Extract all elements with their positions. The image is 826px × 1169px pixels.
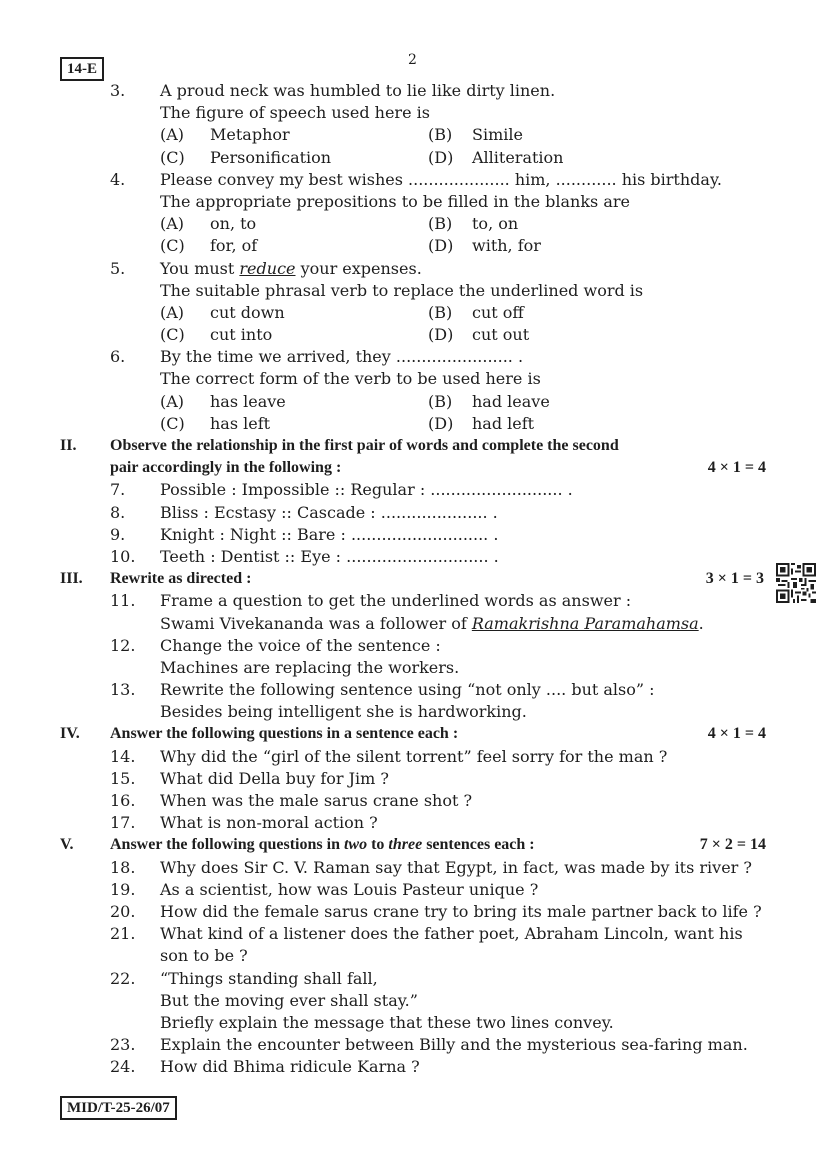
question-22-prompt: Briefly explain the message that these two lines convey. bbox=[160, 1012, 614, 1032]
question-4: 4. Please convey my best wishes .................... him, ............ his birthday. bbox=[110, 169, 722, 189]
paper-code-top: 14-E bbox=[60, 57, 104, 81]
options-row: (A) Metaphor (B) Simile bbox=[160, 125, 523, 145]
question-20: 20. How did the female sarus crane try to bring its male partner back to life ? bbox=[110, 901, 762, 921]
options-row: (C) Personification (D) Alliteration bbox=[160, 147, 564, 167]
question-17: 17. What is non-moral action ? bbox=[110, 813, 378, 833]
section-3-heading: III. Rewrite as directed : 3 × 1 = 3 bbox=[0, 568, 826, 590]
question-22: 22. “Things standing shall fall, bbox=[110, 968, 378, 988]
question-5-prompt: The suitable phrasal verb to replace the underlined word is bbox=[160, 280, 644, 300]
question-11-sentence: Swami Vivekananda was a follower of Ramakrishna Paramahamsa. bbox=[160, 613, 704, 633]
question-13-sentence: Besides being intelligent she is hardworking. bbox=[160, 702, 527, 722]
section-marks: 4 × 1 = 4 bbox=[707, 459, 766, 477]
section-2-heading: II. Observe the relationship in the first pair of words and complete the second bbox=[60, 437, 619, 454]
section-2-heading-cont: pair accordingly in the following : 4 × 1 = 4 bbox=[0, 457, 826, 479]
question-18: 18. Why does Sir C. V. Raman say that Egypt, in fact, was made by its river ? bbox=[110, 857, 752, 877]
question-15: 15. What did Della buy for Jim ? bbox=[110, 768, 389, 788]
question-9: 9. Knight : Night :: Bare : ........................... . bbox=[110, 524, 499, 544]
section-5-heading: V. Answer the following questions in two to three sentences each : 7 × 2 = 14 bbox=[0, 834, 826, 856]
paper-code-bottom: MID/T-25-26/07 bbox=[60, 1096, 177, 1120]
options-row: (C) cut into (D) cut out bbox=[160, 325, 530, 345]
question-5: 5. You must reduce your expenses. bbox=[110, 258, 422, 278]
question-3-prompt: The figure of speech used here is bbox=[160, 103, 430, 123]
question-8: 8. Bliss : Ecstasy :: Cascade : ..................... . bbox=[110, 502, 498, 522]
question-12: 12. Change the voice of the sentence : bbox=[110, 635, 441, 655]
question-7: 7. Possible : Impossible :: Regular : .......................... . bbox=[110, 480, 573, 500]
question-12-sentence: Machines are replacing the workers. bbox=[160, 657, 460, 677]
underlined-word: reduce bbox=[239, 258, 296, 278]
section-4-heading: IV. Answer the following questions in a sentence each : 4 × 1 = 4 bbox=[0, 723, 826, 745]
options-row: (A) has leave (B) had leave bbox=[160, 391, 550, 411]
underlined-words: Ramakrishna Paramahamsa bbox=[471, 613, 699, 633]
options-row: (C) for, of (D) with, for bbox=[160, 236, 541, 256]
section-marks: 7 × 2 = 14 bbox=[699, 836, 766, 854]
question-3: 3. A proud neck was humbled to lie like dirty linen. bbox=[110, 81, 556, 100]
question-16: 16. When was the male sarus crane shot ? bbox=[110, 791, 473, 810]
question-13: 13. Rewrite the following sentence using “not only .... but also” : bbox=[110, 680, 655, 700]
section-marks: 3 × 1 = 3 bbox=[705, 570, 764, 588]
exam-content bbox=[0, 80, 826, 1078]
question-14: 14. Why did the “girl of the silent torrent” feel sorry for the man ? bbox=[110, 746, 668, 766]
question-6-prompt: The correct form of the verb to be used here is bbox=[160, 369, 541, 389]
options-row: (C) has left (D) had left bbox=[160, 413, 535, 433]
section-marks: 4 × 1 = 4 bbox=[707, 725, 766, 743]
question-10: 10. Teeth : Dentist :: Eye : ............................ . bbox=[110, 546, 499, 566]
question-24: 24. How did Bhima ridicule Karna ? bbox=[110, 1057, 420, 1077]
page-number: 2 bbox=[408, 52, 417, 68]
options-row: (A) on, to (B) to, on bbox=[160, 214, 519, 234]
question-23: 23. Explain the encounter between Billy and the mysterious sea-faring man. bbox=[110, 1035, 748, 1055]
options-row: (A) cut down (B) cut off bbox=[160, 302, 524, 322]
question-4-prompt: The appropriate prepositions to be filled in the blanks are bbox=[160, 191, 631, 211]
question-22-verse: But the moving ever shall stay.” bbox=[160, 990, 418, 1010]
question-19: 19. As a scientist, how was Louis Pasteur unique ? bbox=[110, 879, 539, 899]
question-21-cont: son to be ? bbox=[160, 946, 248, 966]
question-6: 6. By the time we arrived, they ....................... . bbox=[110, 347, 524, 367]
question-21: 21. What kind of a listener does the father poet, Abraham Lincoln, want his bbox=[110, 924, 743, 944]
question-11: 11. Frame a question to get the underlined words as answer : bbox=[110, 591, 632, 611]
